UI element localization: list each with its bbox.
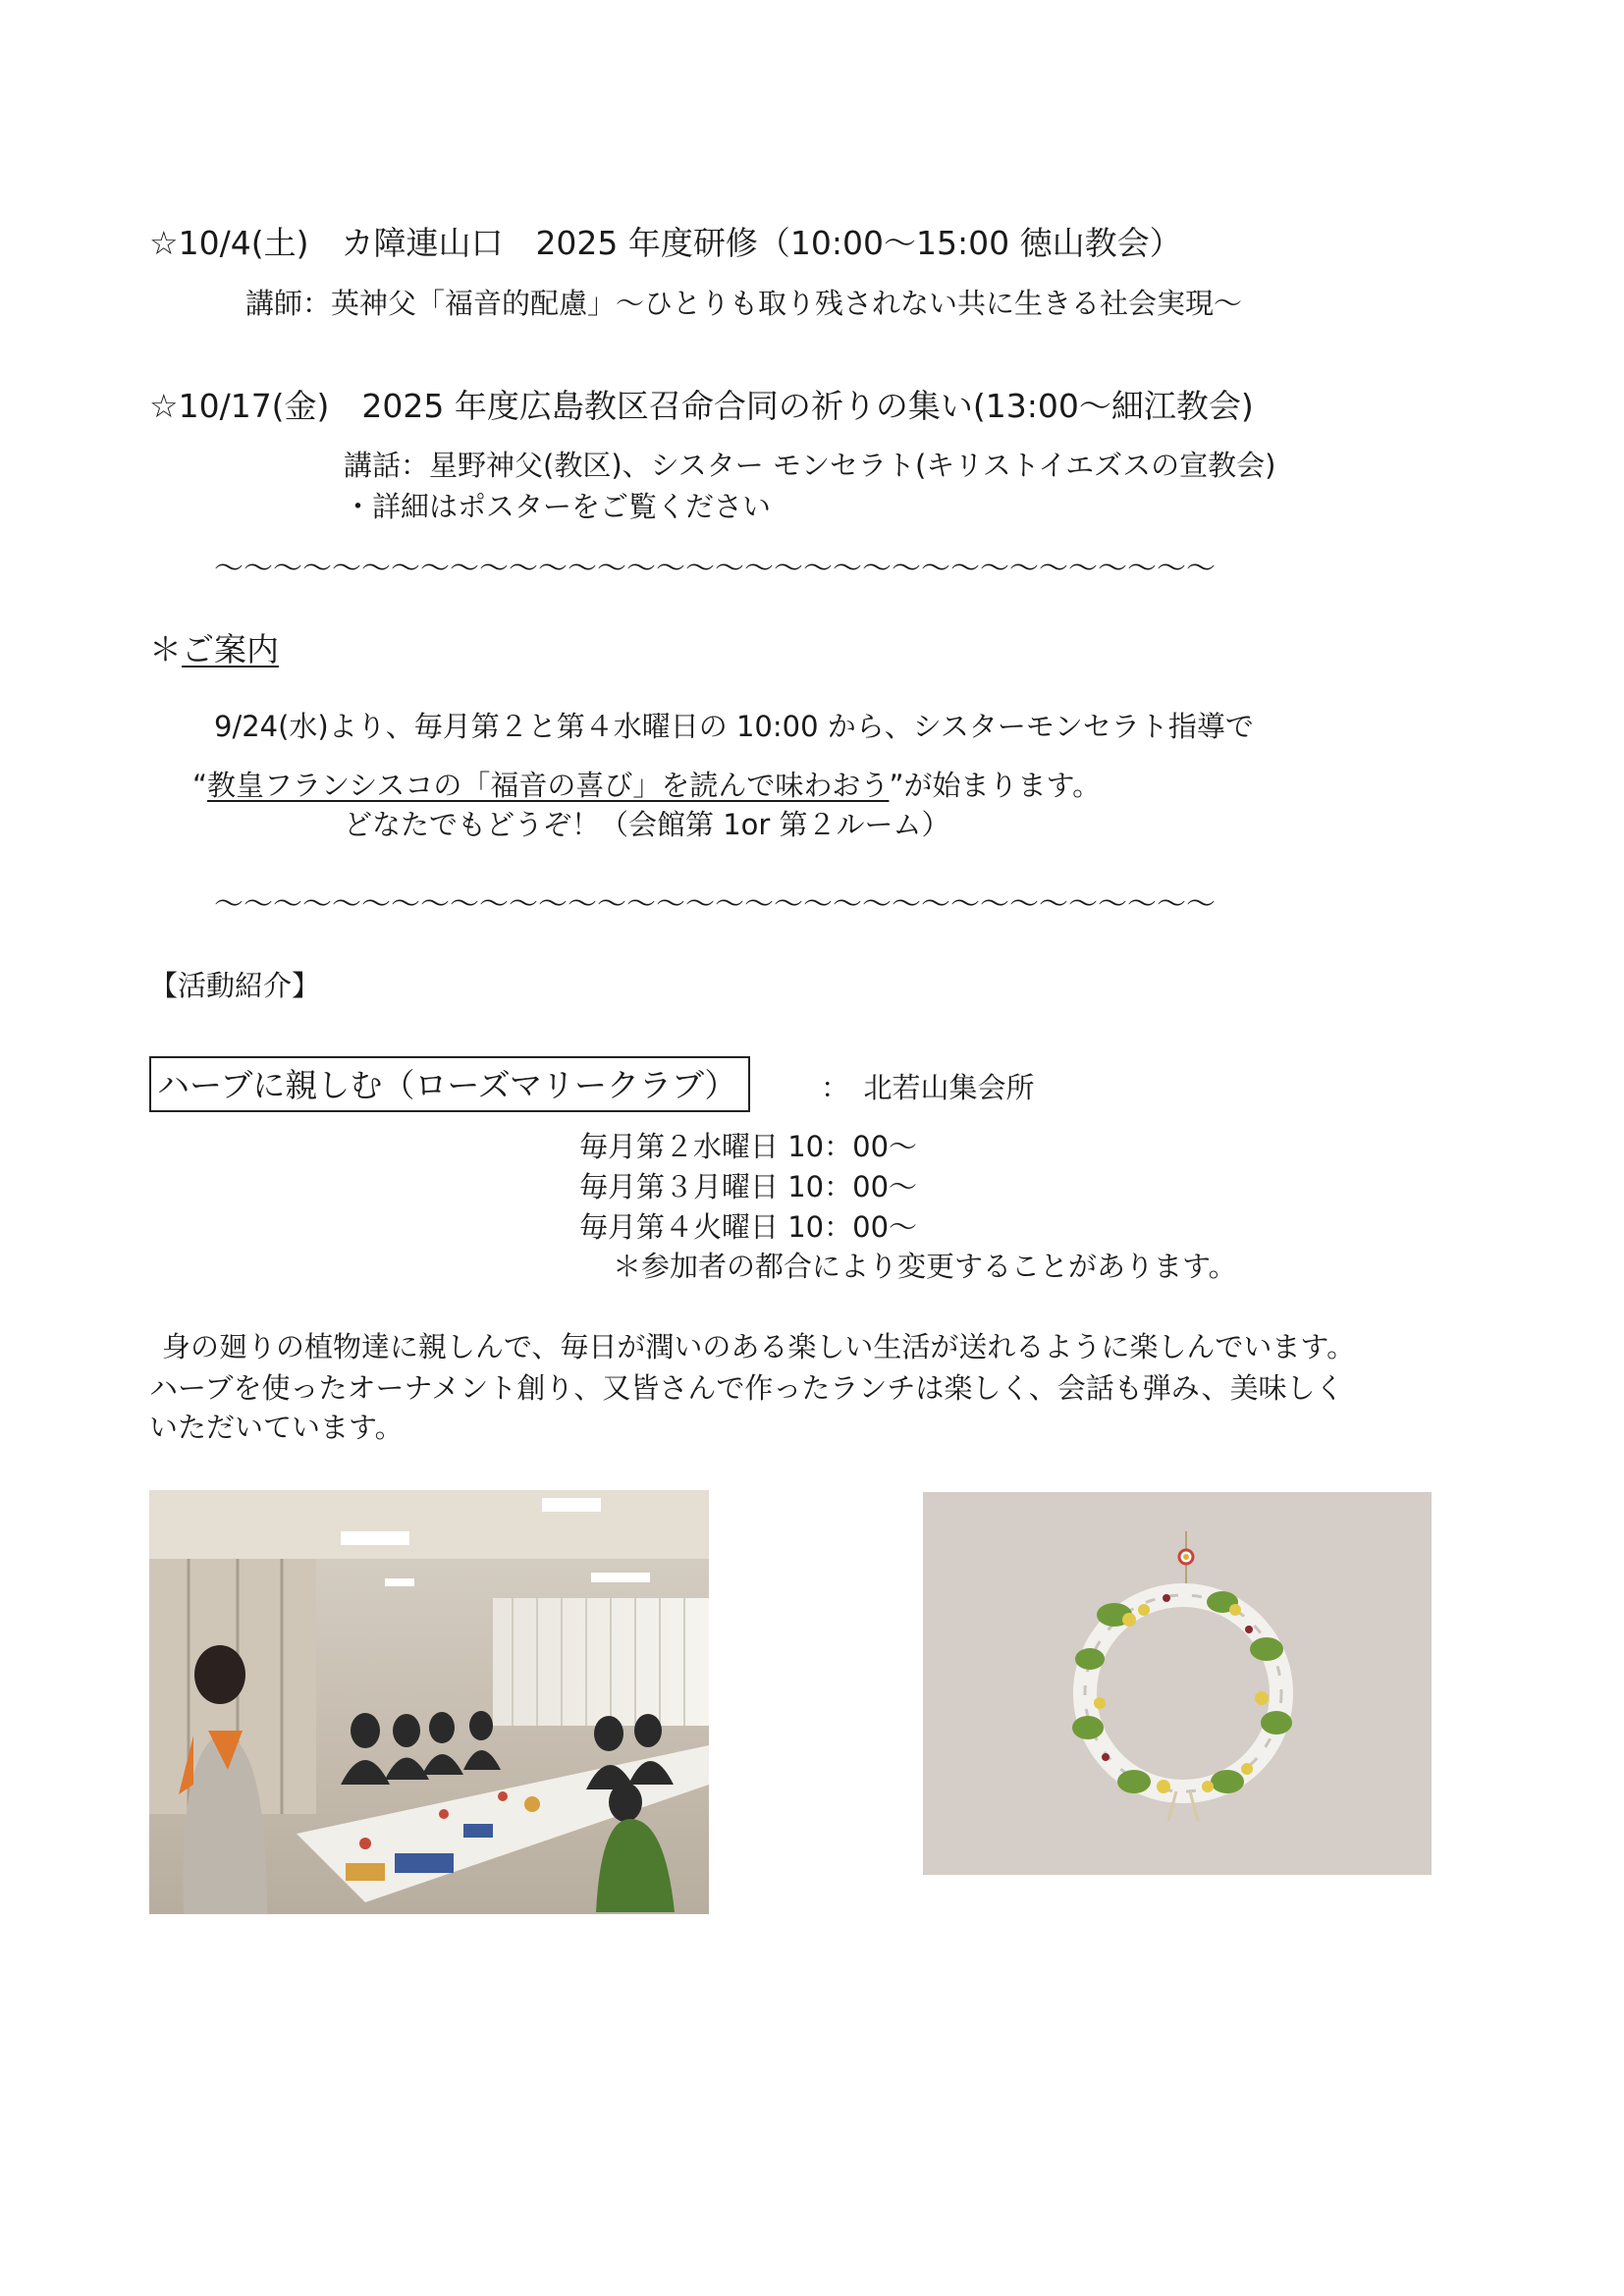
event-2-speaker: 講話：星野神父(教区)、シスター モンセラト(キリストイエズスの宣教会)	[344, 449, 1276, 482]
description-line: 身の廻りの植物達に親しんで、毎日が潤いのある楽しい生活が送れるように楽しんでいます。	[162, 1330, 1356, 1363]
description-line: ハーブを使ったオーナメント創り、又皆さんで作ったランチは楽しく、会話も弾み、美味しく	[149, 1371, 1344, 1405]
schedule-note: ＊参加者の都合により変更することがあります。	[613, 1250, 1237, 1283]
club-name-box: ハーブに親しむ（ローズマリークラブ）	[149, 1056, 750, 1112]
workshop-photo	[149, 1490, 709, 1914]
club-location: ： 北若山集会所	[821, 1071, 1035, 1104]
schedule-item: 毎月第２水曜日 10：00～	[579, 1130, 918, 1163]
notice-line-2	[192, 764, 1101, 804]
notice-heading-text: ご案内	[182, 630, 279, 668]
event-2-detail: ・詳細はポスターをご覧ください	[344, 490, 772, 523]
schedule-item: 毎月第３月曜日 10：00～	[579, 1170, 918, 1203]
notice-heading	[149, 624, 279, 670]
event-1-title: ☆10/4(土) カ障連山口 2025 年度研修（10:00～15:00 徳山教会）	[149, 224, 1182, 262]
notice-line-3: どなたでもどうぞ！（会館第 1or 第２ルーム）	[344, 808, 950, 841]
activities-heading: 【活動紹介】	[149, 969, 321, 1002]
notice-heading-mark: ＊	[149, 630, 182, 668]
schedule-item: 毎月第４火曜日 10：00～	[579, 1210, 918, 1244]
herb-wreath-photo	[923, 1492, 1432, 1875]
study-title: 教皇フランシスコの「福音の喜び」を読んで味わおう	[207, 769, 890, 802]
notice-line-1: 9/24(水)より、毎月第２と第４水曜日の 10:00 から、シスターモンセラト指導で	[214, 710, 1254, 743]
notice-line-2-rest: ”が始まります。	[889, 769, 1102, 802]
quote-open: “	[192, 769, 208, 802]
description-line: いただいています。	[149, 1411, 404, 1444]
divider-2: ～～～～～～～～～～～～～～～～～～～～～～～～～～～～～～～～～～	[214, 887, 1216, 922]
event-1-lecturer: 講師：英神父「福音的配慮」～ひとりも取り残されない共に生きる社会実現～	[245, 287, 1243, 320]
divider-1: ～～～～～～～～～～～～～～～～～～～～～～～～～～～～～～～～～～	[214, 552, 1216, 586]
event-2-title: ☆10/17(金) 2025 年度広島教区召命合同の祈りの集い(13:00～細江教会)	[149, 387, 1254, 425]
